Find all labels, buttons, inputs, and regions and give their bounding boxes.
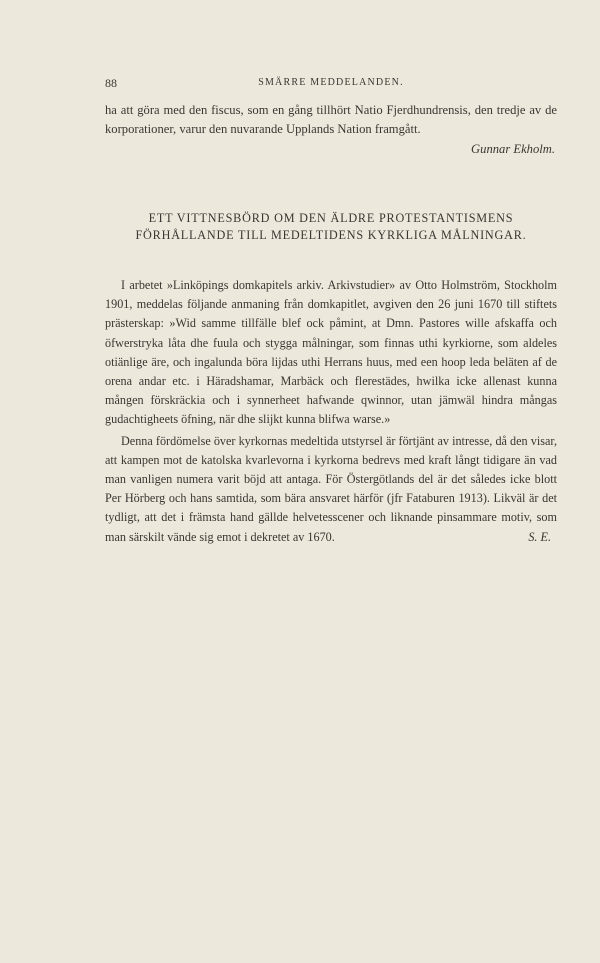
page-number: 88 — [105, 76, 117, 90]
author-signature: Gunnar Ekholm. — [471, 141, 555, 156]
author-initials: S. E. — [528, 529, 551, 544]
article-title: ETT VITTNESBÖRD OM DEN ÄLDRE PROTESTANTISMENS FÖRHÅLLANDE TILL MEDELTIDENS KYRKLIGA MÅLNINGAR. — [135, 211, 527, 242]
page-header — [105, 76, 557, 92]
previous-article-ending — [105, 101, 557, 159]
article-paragraph-2 — [105, 432, 557, 547]
paragraph-2-text: Denna fördömelse över kyrkornas medeltida utstyrsel är förtjänt av intresse, då den visar, att kampen mot de katolska kvarlevorna i kyrkorna bedrevs med kraft långt tidigare än vad man vanligen numera varit böjd att antaga. För Östergötlands del är det således icke blott Per Hörberg och hans samtida, som bära ansvaret härför (jfr Fataburen 1913). Likväl är det tydligt, att det i främsta hand gällde helvetesscener och liknande pinsammare motiv, som man särskilt vände sig emot i dekretet av 1670. — [105, 433, 557, 544]
running-title: SMÄRRE MEDDELANDEN. — [258, 77, 404, 88]
previous-article-text: ha att göra med den fiscus, som en gång tillhört Natio Fjerdhundrensis, den tredje av de korporationer, varur den nuvarande Upplands Nation framgått. — [105, 103, 557, 137]
article-body — [105, 276, 557, 547]
article-paragraph-1: I arbetet »Linköpings domkapitels arkiv. Arkivstudier» av Otto Holmström, Stockholm 1901, meddelas följande anmaning från domkapitlet, avgiven den 26 juni 1670 till stiftets prästerskap: »Wid samme tillfälle blef ock påmint, at Dmn. Pastores wille afskaffa och öfwerstryka låta dhe fuula och stygga målningar, som finnas uthi kyrkiorne, som aldeles otiänlige äre, och ingalunda böra lijdas uthi Herrans huus, med een hoop leda beläten af de orena andar etc. i Häradshamar, Marbäck och flerestädes, hwilka icke allenast kunna mången förskräckia och i synnerheet hafwande qwinnor, utan jämwäl hindra mångas gudachtigheets öfning, när dhe slijkt kunna blifwa warse.» — [105, 278, 557, 427]
